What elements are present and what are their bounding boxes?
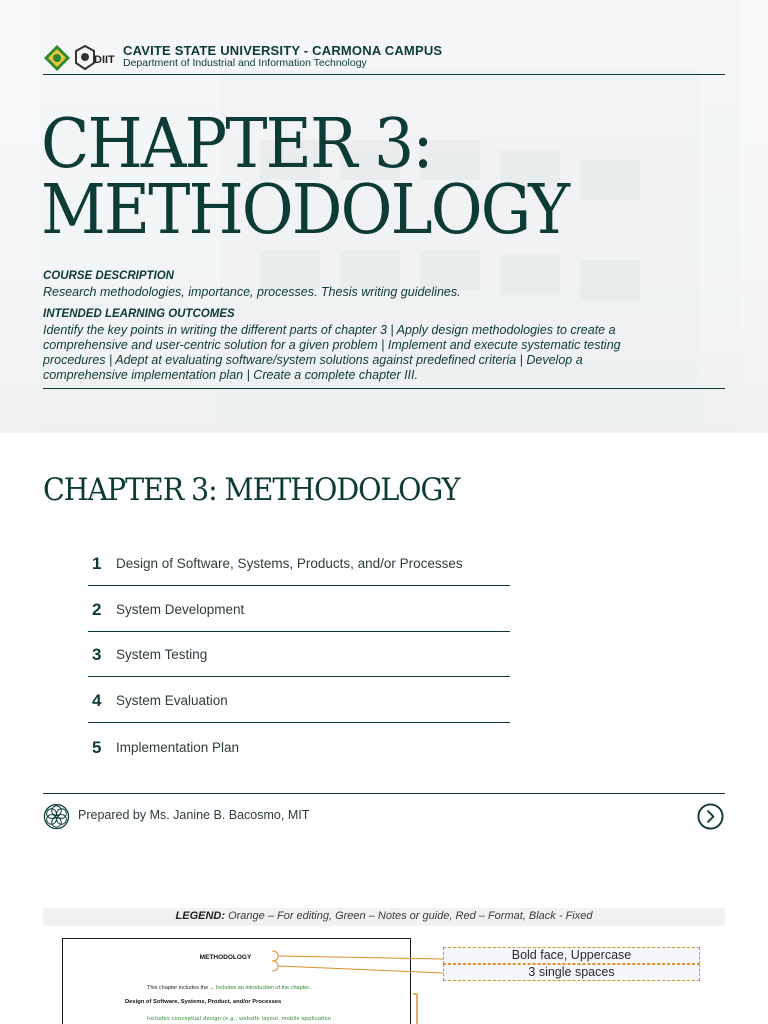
hero-banner	[0, 0, 768, 433]
sample-intro-text: This chapter includes the ...	[147, 985, 215, 991]
sample-intro-note: Includes an introduction of the chapter.	[214, 985, 311, 991]
page-title-line2: METHODOLOGY	[41, 171, 569, 250]
university-name: CAVITE STATE UNIVERSITY - CARMONA CAMPUS	[123, 43, 443, 58]
section-title: CHAPTER 3: METHODOLOGY	[43, 472, 460, 508]
toc-number: 4	[92, 691, 102, 710]
toc-label: System Evaluation	[116, 693, 228, 708]
toc-label: Design of Software, Systems, Products, and/or Processes	[116, 556, 463, 571]
legend-text	[43, 910, 725, 922]
toc-label: System Testing	[116, 647, 208, 662]
learning-outcomes-text	[43, 323, 733, 383]
toc-number: 1	[92, 554, 102, 573]
course-description-label: COURSE DESCRIPTION	[43, 270, 174, 282]
toc-label: Implementation Plan	[116, 740, 240, 755]
annotation-note: 3 single spaces	[443, 964, 700, 981]
header	[43, 41, 725, 75]
legend-label: LEGEND:	[175, 910, 226, 922]
toc-item-implementation[interactable]	[88, 730, 510, 770]
divider	[43, 388, 725, 389]
toc-number: 5	[92, 738, 102, 757]
toc-item-design[interactable]	[88, 546, 510, 586]
learning-outcomes-line: Identify the key points in writing the different parts of chapter 3 | Apply design methodologies to create a	[43, 323, 616, 337]
learning-outcomes-line: procedures | Adept at evaluating software/system solutions against predefined criteria | Develop a	[43, 353, 583, 367]
legend-bar	[43, 908, 725, 926]
sample-subheading: Design of Software, Systems, Product, and/or Processes	[125, 999, 282, 1005]
toc-item-testing[interactable]	[88, 637, 510, 677]
prepared-by: Prepared by Ms. Janine B. Bacosmo, MIT	[78, 808, 310, 822]
page-title	[41, 105, 692, 250]
toc-item-development[interactable]	[88, 592, 510, 632]
learning-outcomes-line: comprehensive implementation plan | Create a complete chapter III.	[43, 368, 418, 382]
course-description-text: Research methodologies, importance, processes. Thesis writing guidelines.	[43, 285, 461, 299]
page-title-line1: CHAPTER 3:	[41, 105, 432, 184]
flower-pattern-icon	[43, 803, 70, 830]
divider	[43, 793, 725, 794]
department-name: Department of Industrial and Information Technology	[123, 57, 367, 69]
sample-sub-note: Includes conceptual design (e.g., website layout, mobile application	[147, 1016, 332, 1022]
diit-logo-text: DIIT	[94, 54, 115, 66]
university-seal-icon	[43, 44, 71, 72]
toc-label: System Development	[116, 602, 245, 617]
toc-item-evaluation[interactable]	[88, 683, 510, 723]
annotation-note: Bold face, Uppercase	[443, 947, 700, 964]
annotation-connectors	[270, 946, 450, 1024]
toc-number: 3	[92, 645, 102, 664]
legend-description: Orange – For editing, Green – Notes or guide, Red – Format, Black - Fixed	[225, 910, 593, 922]
diit-logo-icon	[74, 44, 118, 72]
sample-heading: METHODOLOGY	[199, 954, 252, 961]
toc-number: 2	[92, 600, 102, 619]
learning-outcomes-label: INTENDED LEARNING OUTCOMES	[43, 308, 235, 320]
chevron-right-icon[interactable]	[697, 803, 724, 830]
learning-outcomes-line: comprehensive and user-centric solution for a given problem | Implement and execute systematic testing	[43, 338, 621, 352]
